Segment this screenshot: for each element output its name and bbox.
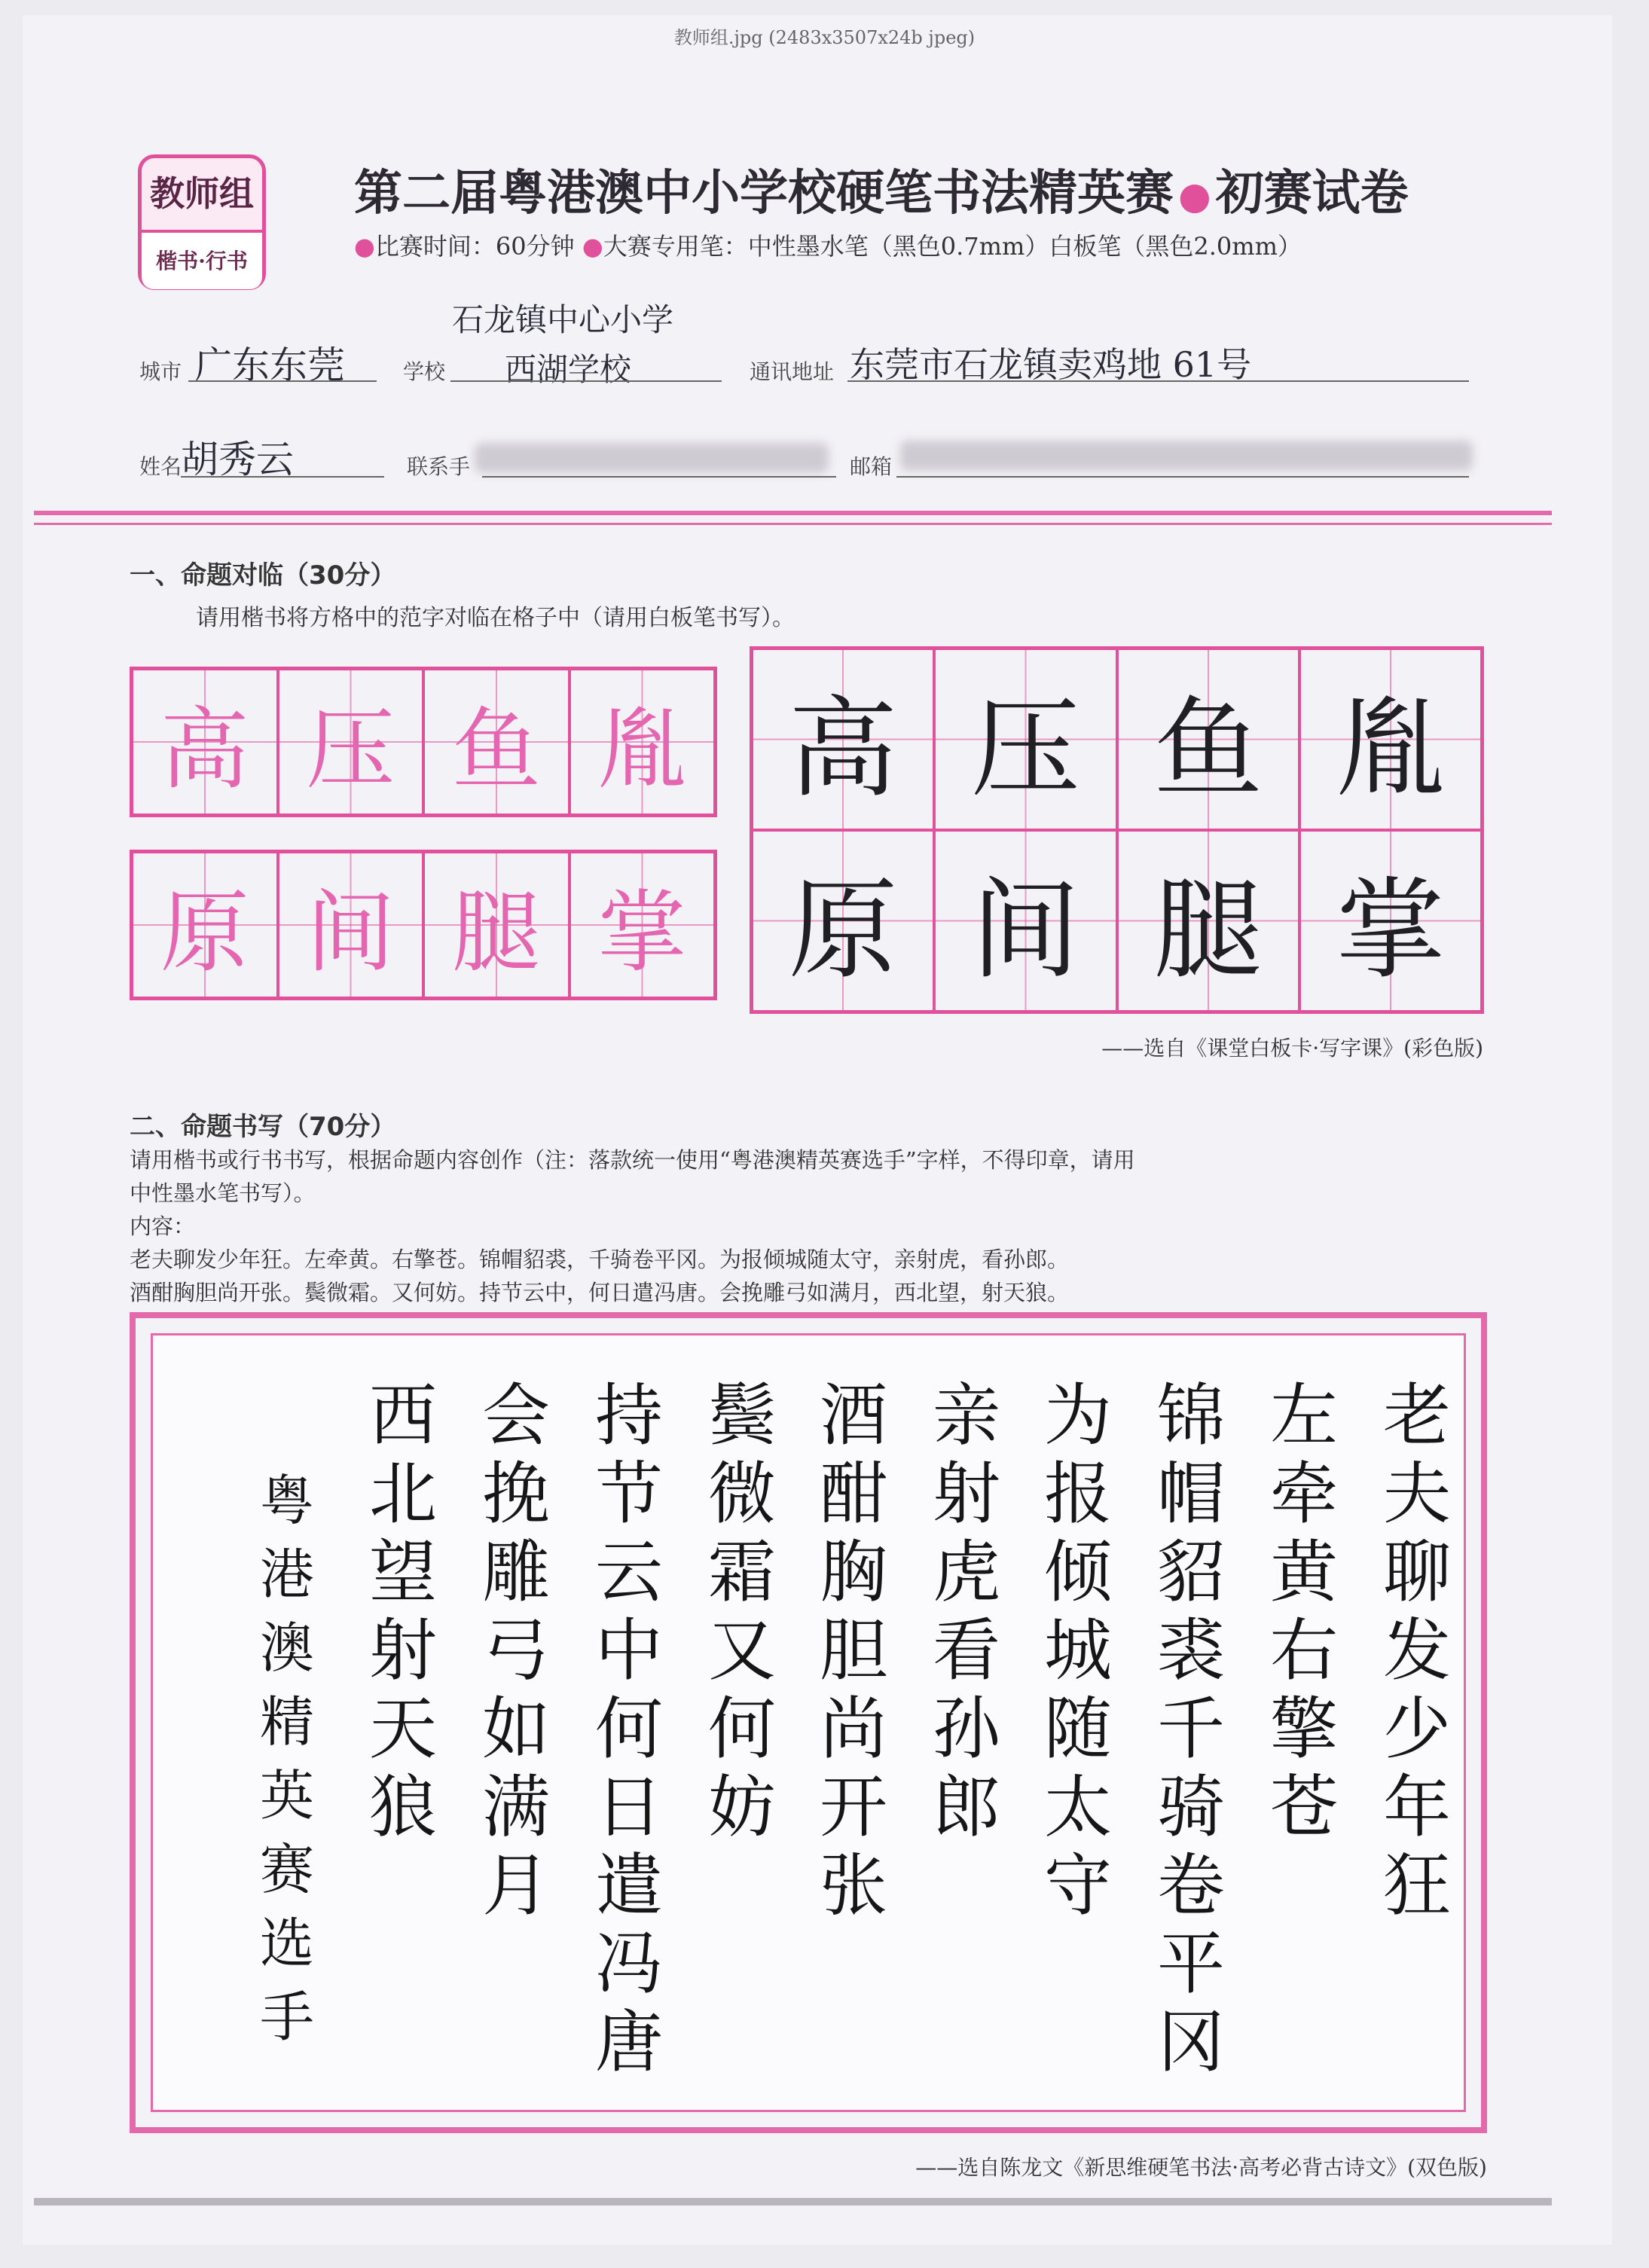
calligraphy-char: 冈 [1157, 2003, 1225, 2082]
calligraphy-char: 射 [933, 1455, 1000, 1534]
model-char: 掌 [597, 881, 687, 984]
calligraphy-char: 老 [1383, 1376, 1451, 1455]
calligraphy-char: 少 [1383, 1690, 1451, 1769]
school-label: 学校 [403, 359, 446, 384]
city-value: 广东东莞 [194, 343, 345, 387]
calligraphy-char: 天 [369, 1690, 437, 1769]
calligraphy-char: 尚 [820, 1690, 887, 1769]
copy-cell [1117, 649, 1299, 830]
name-underline [181, 476, 384, 478]
calligraphy-char: 赛 [259, 1838, 314, 1901]
calligraphy-char: 黄 [1270, 1533, 1338, 1612]
calligraphy-column [584, 1377, 674, 2082]
calligraphy-char: 霜 [708, 1533, 776, 1612]
calligraphy-column [697, 1377, 787, 1847]
section2-title: 二、命题书写（70分） [130, 1112, 396, 1142]
page-title [354, 154, 1409, 224]
calligraphy-column [1259, 1377, 1349, 1847]
copy-cell [934, 830, 1116, 1012]
calligraphy-char: 妨 [708, 1768, 776, 1847]
calligraphy-char: 如 [482, 1690, 550, 1769]
calligraphy-char: 冯 [595, 1925, 663, 2004]
calligraphy-char: 虎 [933, 1533, 1000, 1612]
writing-frame [151, 1333, 1466, 2112]
calligraphy-char: 卷 [1157, 1846, 1225, 1925]
calligraphy-char: 年 [1383, 1768, 1451, 1847]
copy-cell [752, 830, 934, 1012]
calligraphy-char: 节 [595, 1455, 663, 1534]
calligraphy-char: 裘 [1157, 1611, 1225, 1690]
model-grid-row1 [130, 667, 717, 817]
calligraphy-char: 港 [259, 1543, 314, 1606]
copied-char: 原 [788, 866, 898, 994]
calligraphy-char: 北 [369, 1455, 437, 1534]
calligraphy-char: 守 [1044, 1846, 1112, 1925]
calligraphy-char: 胆 [820, 1611, 887, 1690]
calligraphy-char: 帽 [1157, 1455, 1225, 1534]
calligraphy-char: 平 [1157, 1925, 1225, 2004]
copy-cell [1117, 830, 1299, 1012]
calligraphy-column [921, 1377, 1012, 1847]
calligraphy-char: 云 [595, 1533, 663, 1612]
calligraphy-char: 会 [482, 1376, 550, 1455]
model-char: 间 [306, 881, 395, 984]
calligraphy-char: 又 [708, 1611, 776, 1690]
copied-char: 掌 [1336, 866, 1446, 994]
calligraphy-char: 粤 [259, 1469, 314, 1532]
calligraphy-char: 孙 [933, 1690, 1000, 1769]
calligraphy-char: 胸 [820, 1533, 887, 1612]
calligraphy-column [1372, 1377, 1462, 1925]
calligraphy-char: 何 [708, 1690, 776, 1769]
calligraphy-char: 左 [1270, 1376, 1338, 1455]
calligraphy-char: 澳 [259, 1616, 314, 1680]
school-value-line2: 西湖学校 [505, 351, 632, 388]
calligraphy-char: 千 [1157, 1690, 1225, 1769]
copied-char: 胤 [1336, 685, 1446, 813]
copy-grid [750, 646, 1484, 1014]
model-grid-row2 [130, 850, 717, 1000]
model-cell [423, 669, 570, 815]
model-char: 鱼 [451, 697, 541, 801]
calligraphy-char: 倾 [1044, 1533, 1112, 1612]
calligraphy-char: 手 [259, 1986, 314, 2049]
email-label: 邮箱 [850, 454, 893, 479]
calligraphy-char: 开 [820, 1768, 887, 1847]
calligraphy-char: 骑 [1157, 1768, 1225, 1847]
section1-instruction: 请用楷书将方格中的范字对临在格子中（请用白板笔书写）。 [196, 605, 795, 631]
model-char: 压 [306, 697, 395, 801]
section2-content-line2: 酒酣胸胆尚开张。鬓微霜。又何妨。持节云中，何日遣冯唐。会挽雕弓如满月，西北望，射天狼。 [130, 1280, 1070, 1305]
calligraphy-column [1146, 1377, 1236, 2082]
badge-script-label: 楷书·行书 [142, 230, 262, 289]
email-underline [896, 476, 1469, 478]
copied-char: 高 [788, 685, 898, 813]
calligraphy-char: 城 [1044, 1611, 1112, 1690]
calligraphy-char: 郎 [933, 1768, 1000, 1847]
email-redacted [900, 441, 1473, 471]
calligraphy-char: 中 [595, 1611, 663, 1690]
model-cell [132, 669, 278, 815]
copy-cell [752, 649, 934, 830]
calligraphy-char: 日 [595, 1768, 663, 1847]
copied-char: 鱼 [1153, 685, 1263, 813]
title-sub: 初赛试卷 [1215, 166, 1409, 221]
calligraphy-char: 遣 [595, 1846, 663, 1925]
rules-line [354, 227, 1302, 262]
section1-title: 一、命题对临（30分） [130, 560, 396, 591]
name-value: 胡秀云 [181, 438, 294, 481]
calligraphy-char: 随 [1044, 1690, 1112, 1769]
calligraphy-char: 苍 [1270, 1768, 1338, 1847]
model-char: 高 [160, 697, 249, 801]
divider-thin [34, 523, 1552, 525]
title-dot: ● [1178, 174, 1211, 218]
model-char: 胤 [597, 697, 687, 801]
model-cell [570, 852, 716, 998]
calligraphy-column [471, 1377, 561, 1925]
calligraphy-char: 擎 [1270, 1690, 1338, 1769]
section2-source: ——选自陈龙文《新思维硬笔书法·高考必背古诗文》(双色版) [915, 2155, 1487, 2180]
calligraphy-char: 持 [595, 1376, 663, 1455]
calligraphy-char: 弓 [482, 1611, 550, 1690]
calligraphy-char: 锦 [1157, 1376, 1225, 1455]
calligraphy-column [808, 1377, 899, 1925]
calligraphy-char: 射 [369, 1611, 437, 1690]
rule-pen: 大赛专用笔：中性墨水笔（黑色0.7mm）白板笔（黑色2.0mm） [603, 232, 1302, 261]
calligraphy-char: 狂 [1383, 1846, 1451, 1925]
calligraphy-char: 挽 [482, 1455, 550, 1534]
calligraphy-char: 酣 [820, 1455, 887, 1534]
copy-cell [1299, 649, 1482, 830]
calligraphy-char: 貂 [1157, 1533, 1225, 1612]
image-caption: 教师组.jpg (2483x3507x24b jpeg) [673, 27, 976, 48]
model-cell [278, 852, 424, 998]
name-label: 姓名 [139, 454, 182, 479]
model-cell [278, 669, 424, 815]
calligraphy-char: 精 [259, 1690, 314, 1754]
phone-label: 联系手 [407, 454, 471, 479]
section2-instruction-line1: 请用楷书或行书书写，根据命题内容创作（注：落款统一使用“粤港澳精英赛选手”字样，不得印章，请用 [130, 1147, 1135, 1173]
calligraphy-char: 为 [1044, 1376, 1112, 1455]
divider-thick [34, 511, 1552, 515]
model-char: 腿 [451, 881, 541, 984]
calligraphy-char: 夫 [1383, 1455, 1451, 1534]
calligraphy-char: 张 [820, 1846, 887, 1925]
calligraphy-char: 月 [482, 1846, 550, 1925]
calligraphy-char: 右 [1270, 1611, 1338, 1690]
copy-cell [934, 649, 1116, 830]
calligraphy-char: 狼 [369, 1768, 437, 1847]
address-label: 通讯地址 [750, 359, 835, 384]
address-underline [847, 380, 1469, 382]
group-badge [138, 154, 266, 290]
calligraphy-char: 西 [369, 1376, 437, 1455]
copied-char: 压 [970, 685, 1080, 813]
copied-char: 腿 [1153, 866, 1263, 994]
calligraphy-char: 英 [259, 1764, 314, 1827]
model-cell [423, 852, 570, 998]
school-value-line1: 石龙镇中心小学 [452, 301, 674, 338]
calligraphy-char: 看 [933, 1611, 1000, 1690]
address-value: 东莞市石龙镇卖鸡地 61号 [850, 344, 1252, 385]
calligraphy-char: 发 [1383, 1611, 1451, 1690]
phone-redacted [475, 443, 829, 473]
city-underline [188, 380, 377, 382]
calligraphy-char: 报 [1044, 1455, 1112, 1534]
calligraphy-char: 满 [482, 1768, 550, 1847]
title-main: 第二届粤港澳中小学校硬笔书法精英赛 [354, 166, 1174, 221]
model-cell [570, 669, 716, 815]
section2-instruction-line2: 中性墨水笔书写）。 [130, 1180, 316, 1206]
bottom-bar [34, 2198, 1552, 2205]
phone-underline [482, 476, 836, 478]
calligraphy-char: 何 [595, 1690, 663, 1769]
calligraphy-char: 选 [259, 1912, 314, 1975]
model-char: 原 [160, 881, 249, 984]
rule-time: 比赛时间：60分钟 [374, 232, 575, 261]
calligraphy-char: 鬓 [708, 1376, 776, 1455]
calligraphy-char: 酒 [820, 1376, 887, 1455]
city-label: 城市 [139, 359, 182, 384]
calligraphy-char: 牵 [1270, 1455, 1338, 1534]
calligraphy-char: 望 [369, 1533, 437, 1612]
school-underline [450, 380, 722, 382]
badge-group-label: 教师组 [150, 173, 254, 214]
section1-source: ——选自《课堂白板卡·写字课》(彩色版) [1101, 1036, 1483, 1061]
calligraphy-char: 聊 [1383, 1533, 1451, 1612]
calligraphy-char: 雕 [482, 1533, 550, 1612]
section2-content-line1: 老夫聊发少年狂。左牵黄。右擎苍。锦帽貂裘，千骑卷平冈。为报倾城随太守，亲射虎，看孙郎。 [130, 1247, 1070, 1272]
calligraphy-char: 亲 [933, 1376, 1000, 1455]
model-cell [132, 852, 278, 998]
calligraphy-char: 微 [708, 1455, 776, 1534]
section2-content-label: 内容： [130, 1213, 196, 1239]
rule-bullet: ● [582, 232, 603, 261]
calligraphy-column [1033, 1377, 1123, 1925]
copy-cell [1299, 830, 1482, 1012]
calligraphy-column [242, 1464, 332, 2054]
copied-char: 间 [970, 866, 1080, 994]
calligraphy-char: 太 [1044, 1768, 1112, 1847]
calligraphy-char: 唐 [595, 2003, 663, 2082]
calligraphy-column [358, 1377, 448, 1847]
rule-bullet: ● [354, 232, 375, 261]
